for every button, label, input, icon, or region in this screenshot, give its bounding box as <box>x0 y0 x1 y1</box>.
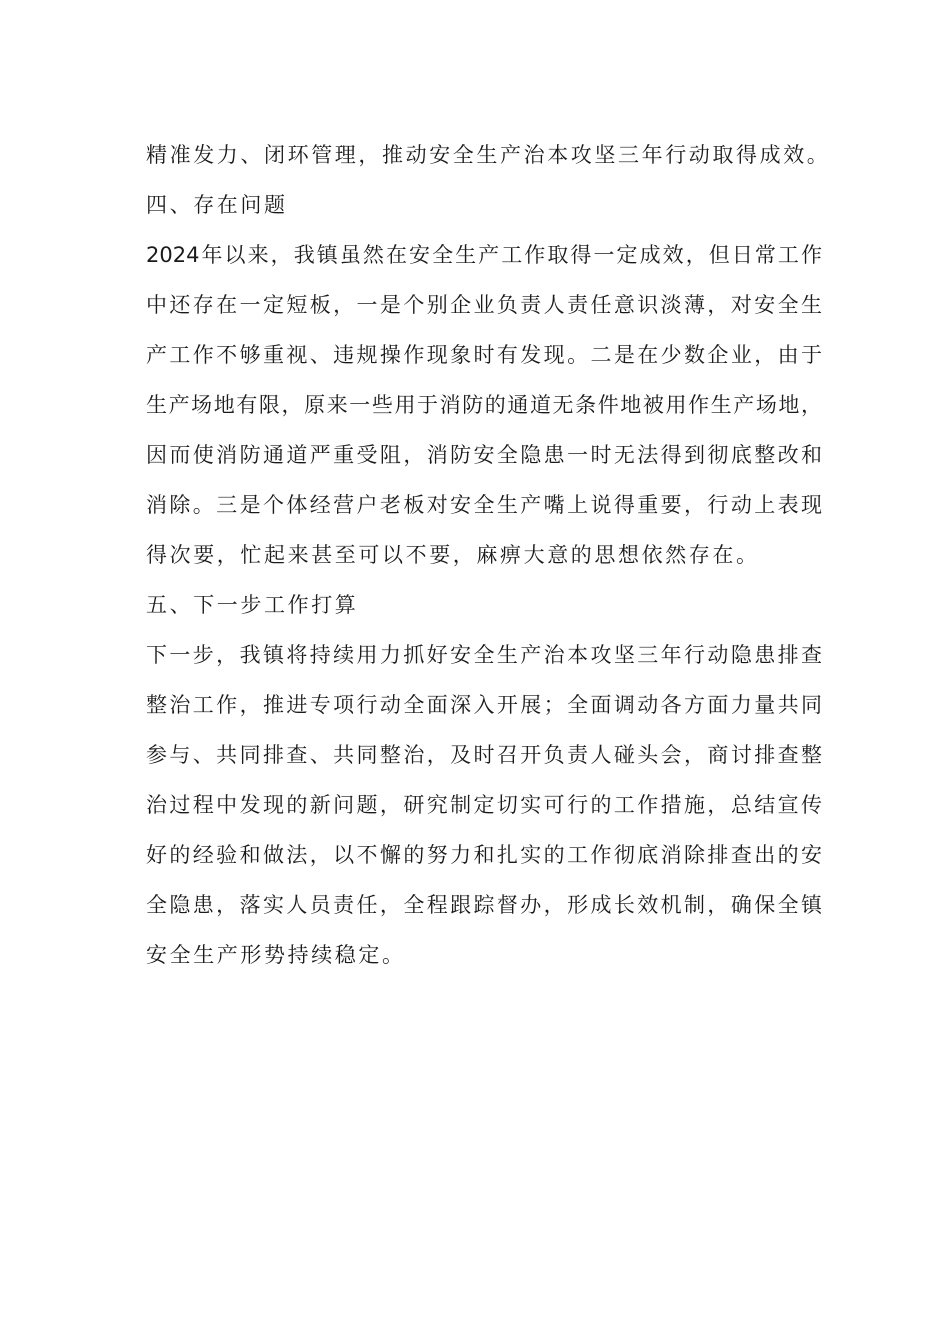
document-body <box>146 130 831 980</box>
paragraph-line: 整治工作，推进专项行动全面深入开展；全面调动各方面力量共同 <box>146 693 822 717</box>
paragraph-line: 参与、共同排查、共同整治，及时召开负责人碰头会，商讨排查整 <box>146 743 822 767</box>
paragraph-line: 全隐患，落实人员责任，全程跟踪督办，形成长效机制，确保全镇 <box>146 893 822 917</box>
paragraph-line: 2024年以来，我镇虽然在安全生产工作取得一定成效，但日常工作 <box>146 243 822 267</box>
paragraph-line: 下一步，我镇将持续用力抓好安全生产治本攻坚三年行动隐患排查 <box>146 643 822 667</box>
paragraph-line: 消除。三是个体经营户老板对安全生产嘴上说得重要，行动上表现 <box>146 493 822 517</box>
paragraph-line: 因而使消防通道严重受阻，消防安全隐患一时无法得到彻底整改和 <box>146 443 822 467</box>
paragraph-line: 中还存在一定短板，一是个别企业负责人责任意识淡薄，对安全生 <box>146 293 822 317</box>
paragraph-line: 得次要，忙起来甚至可以不要，麻痹大意的思想依然存在。 <box>146 543 760 567</box>
paragraph-line: 安全生产形势持续稳定。 <box>146 943 406 967</box>
section-heading-next-steps: 五、下一步工作打算 <box>146 593 359 617</box>
paragraph-continuation-line: 精准发力、闭环管理，推动安全生产治本攻坚三年行动取得成效。 <box>146 143 831 167</box>
paragraph-line: 好的经验和做法，以不懈的努力和扎实的工作彻底消除排查出的安 <box>146 843 822 867</box>
paragraph-line: 治过程中发现的新问题，研究制定切实可行的工作措施，总结宣传 <box>146 793 822 817</box>
section-heading-existing-problems: 四、存在问题 <box>146 193 288 217</box>
paragraph-line: 产工作不够重视、违规操作现象时有发现。二是在少数企业，由于 <box>146 343 822 367</box>
paragraph-line: 生产场地有限，原来一些用于消防的通道无条件地被用作生产场地， <box>146 393 822 417</box>
